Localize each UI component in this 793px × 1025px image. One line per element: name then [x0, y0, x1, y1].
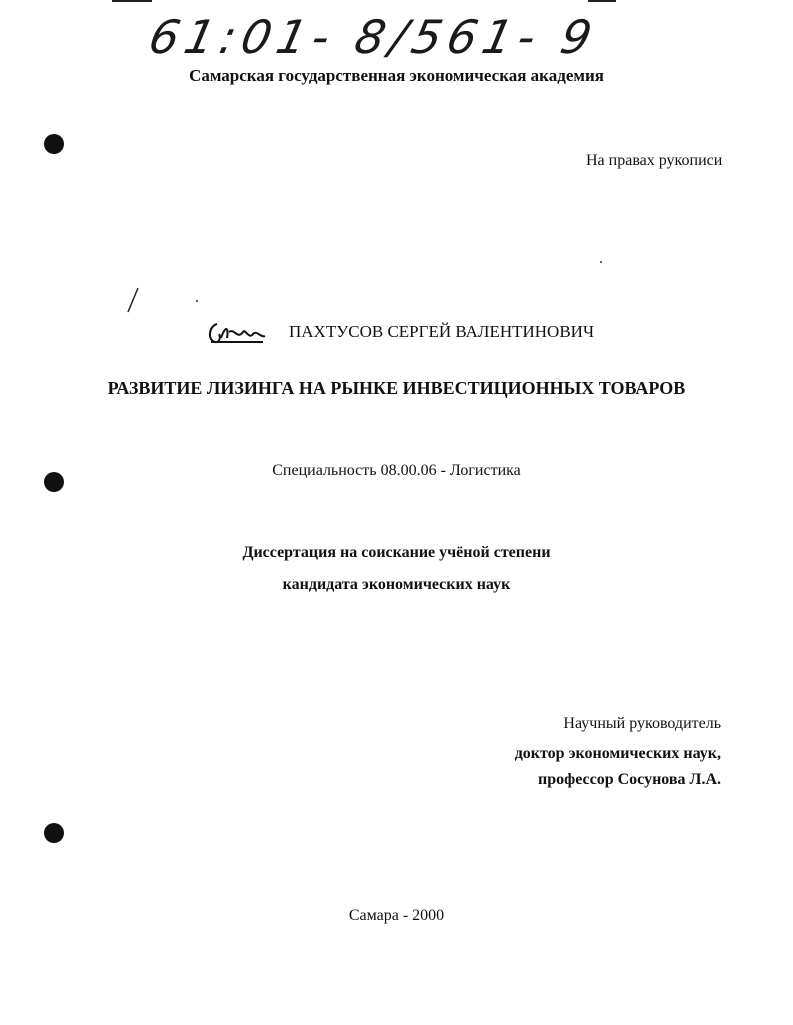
supervisor-role: Научный руководитель [563, 715, 721, 732]
punch-hole [44, 823, 64, 843]
specialty: Специальность 08.00.06 - Логистика [272, 462, 521, 479]
scan-speck [196, 300, 198, 302]
institution-name: Самарская государственная экономическая академия [189, 66, 604, 85]
punch-hole [44, 134, 64, 154]
supervisor-name: профессор Сосунова Л.А. [538, 771, 721, 788]
city-year: Самара - 2000 [348, 907, 445, 924]
scan-edge-mark [588, 0, 616, 2]
degree-line-1: Диссертация на соискание учёной степени [242, 544, 551, 561]
rights-note: На правах рукописи [586, 152, 723, 169]
scan-speck [600, 261, 602, 263]
pen-stroke-mark [120, 286, 150, 316]
supervisor-degree: доктор экономических наук, [514, 745, 721, 762]
handwritten-catalog-number: 61:01- 8/561- 9 [144, 10, 603, 64]
author-name: ПАХТУСОВ СЕРГЕЙ ВАЛЕНТИНОВИЧ [289, 322, 594, 341]
dissertation-title: РАЗВИТИЕ ЛИЗИНГА НА РЫНКЕ ИНВЕСТИЦИОННЫХ ТОВАРОВ [107, 378, 686, 398]
scan-edge-mark [112, 0, 152, 2]
degree-line-2: кандидата экономических наук [282, 576, 511, 593]
author-signature [205, 318, 270, 348]
